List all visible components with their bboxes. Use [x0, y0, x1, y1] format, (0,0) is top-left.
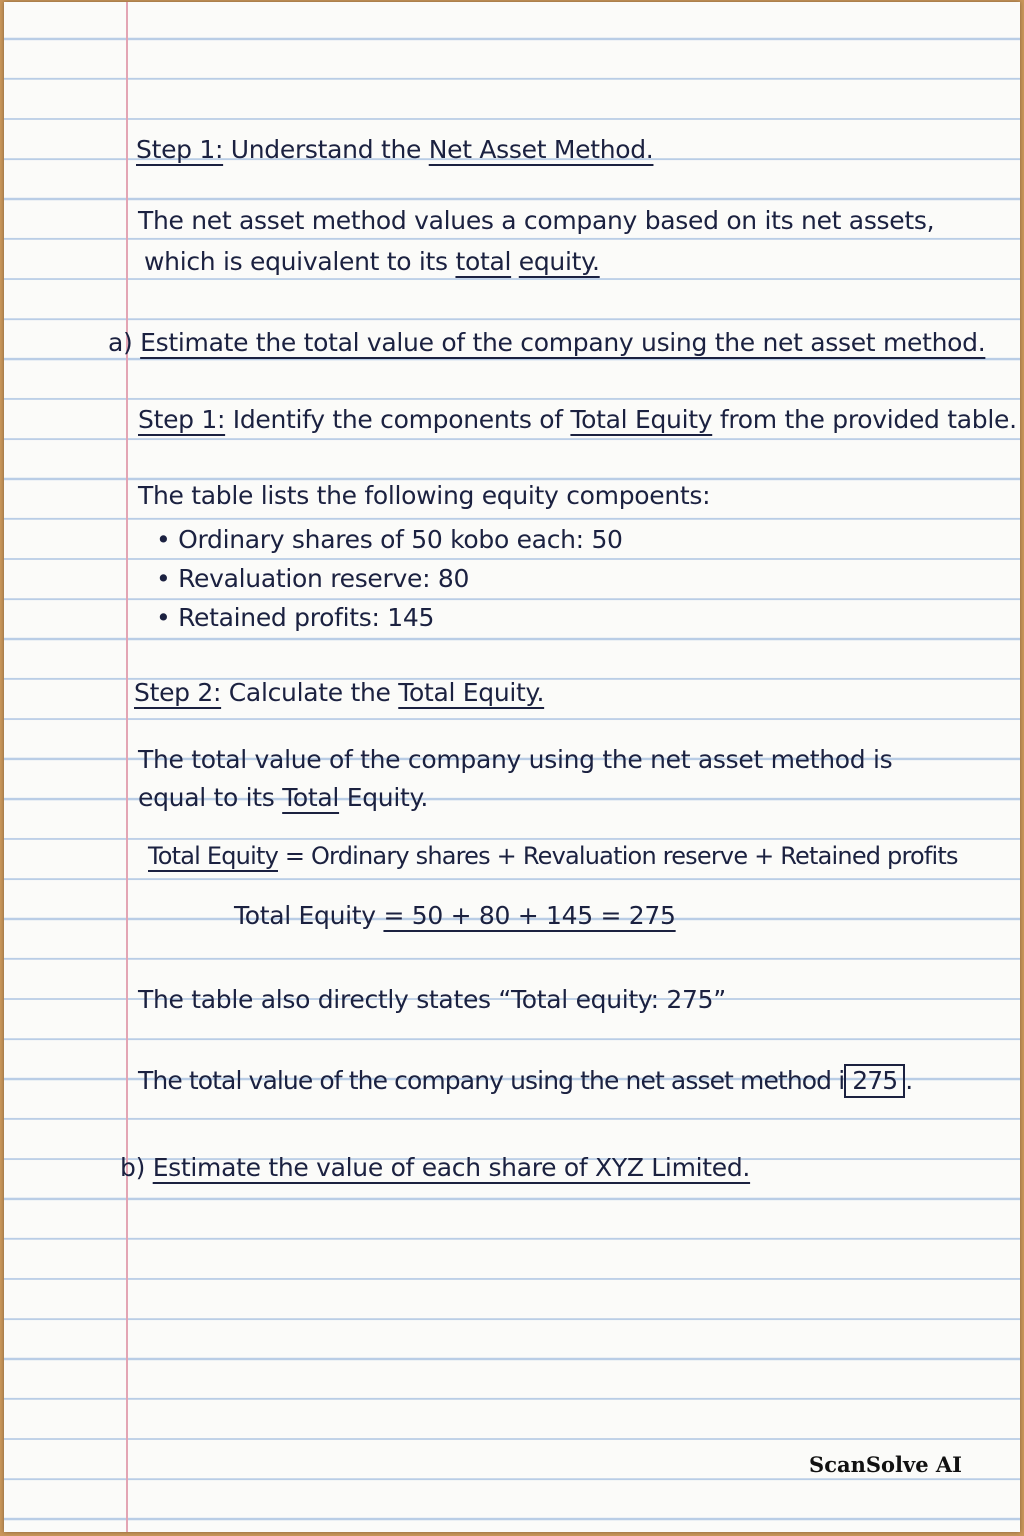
part-b-text: Estimate the value of each share of XYZ Limited. — [152, 1153, 751, 1182]
step-text: Identify the components of — [232, 405, 563, 434]
step-text: Calculate the — [228, 678, 391, 707]
step-text: Understand the — [230, 135, 422, 164]
answer-box: 275 — [844, 1064, 905, 1098]
part-b-heading — [120, 1152, 750, 1184]
list-item-text: Ordinary shares of 50 kobo each: 50 — [178, 525, 623, 554]
step-text-end: from the provided table. — [719, 405, 1017, 434]
conclusion-text: The total value of the company using the net asset method i — [138, 1066, 845, 1095]
list-item-text: Retained profits: 145 — [178, 603, 435, 632]
step2-heading — [134, 677, 544, 709]
list-item-text: Revaluation reserve: 80 — [178, 564, 470, 593]
conclusion-line — [138, 1064, 912, 1098]
intro-line-2 — [144, 246, 600, 278]
conclusion-end: . — [905, 1066, 913, 1095]
intro-term-equity: equity. — [518, 247, 600, 276]
calculation-line — [234, 900, 676, 932]
brand-watermark: ScanSolve AI — [809, 1452, 962, 1477]
part-b-marker: b) — [120, 1153, 146, 1182]
list-item — [156, 602, 434, 634]
list-item — [156, 563, 469, 595]
formula-lhs: Total Equity — [148, 842, 278, 870]
intro-text: which is equivalent to its — [144, 247, 448, 276]
table-note: The table also directly states “Total equity: 275” — [138, 985, 726, 1014]
part-a-text: Estimate the total value of the company using the net asset method. — [140, 328, 986, 357]
step-term: Total Equity. — [398, 678, 545, 707]
explain-line-1: The total value of the company using the net asset method is — [138, 745, 893, 774]
explain-term-end: Equity. — [346, 783, 429, 812]
notebook-page — [4, 2, 1020, 1532]
step-label: Step 1: — [136, 135, 224, 164]
formula-line — [148, 840, 958, 872]
part-a-heading — [108, 327, 985, 359]
margin-line — [126, 2, 128, 1532]
explain-line-2 — [138, 782, 428, 814]
part-a-marker: a) — [108, 328, 133, 357]
list-item — [156, 524, 623, 556]
step-label: Step 1: — [138, 405, 226, 434]
formula-rhs: = Ordinary shares + Revaluation reserve + Retained profits — [284, 842, 958, 870]
step-term: Total Equity — [570, 405, 713, 434]
bullet: • — [156, 603, 171, 632]
calc-lhs: Total Equity — [234, 901, 376, 930]
explain-text: equal to its — [138, 783, 275, 812]
step1b-heading — [138, 404, 1017, 436]
calc-rhs: = 50 + 80 + 145 = 275 — [383, 901, 676, 930]
bullet: • — [156, 525, 171, 554]
intro-term-total: total — [455, 247, 512, 276]
intro-line-1: The net asset method values a company based on its net assets, — [138, 206, 935, 235]
step1-heading — [136, 134, 653, 166]
step-label: Step 2: — [134, 678, 222, 707]
step-term: Net Asset Method. — [428, 135, 654, 164]
explain-term: Total — [282, 783, 340, 812]
bullet: • — [156, 564, 171, 593]
list-intro: The table lists the following equity compoents: — [138, 481, 711, 510]
